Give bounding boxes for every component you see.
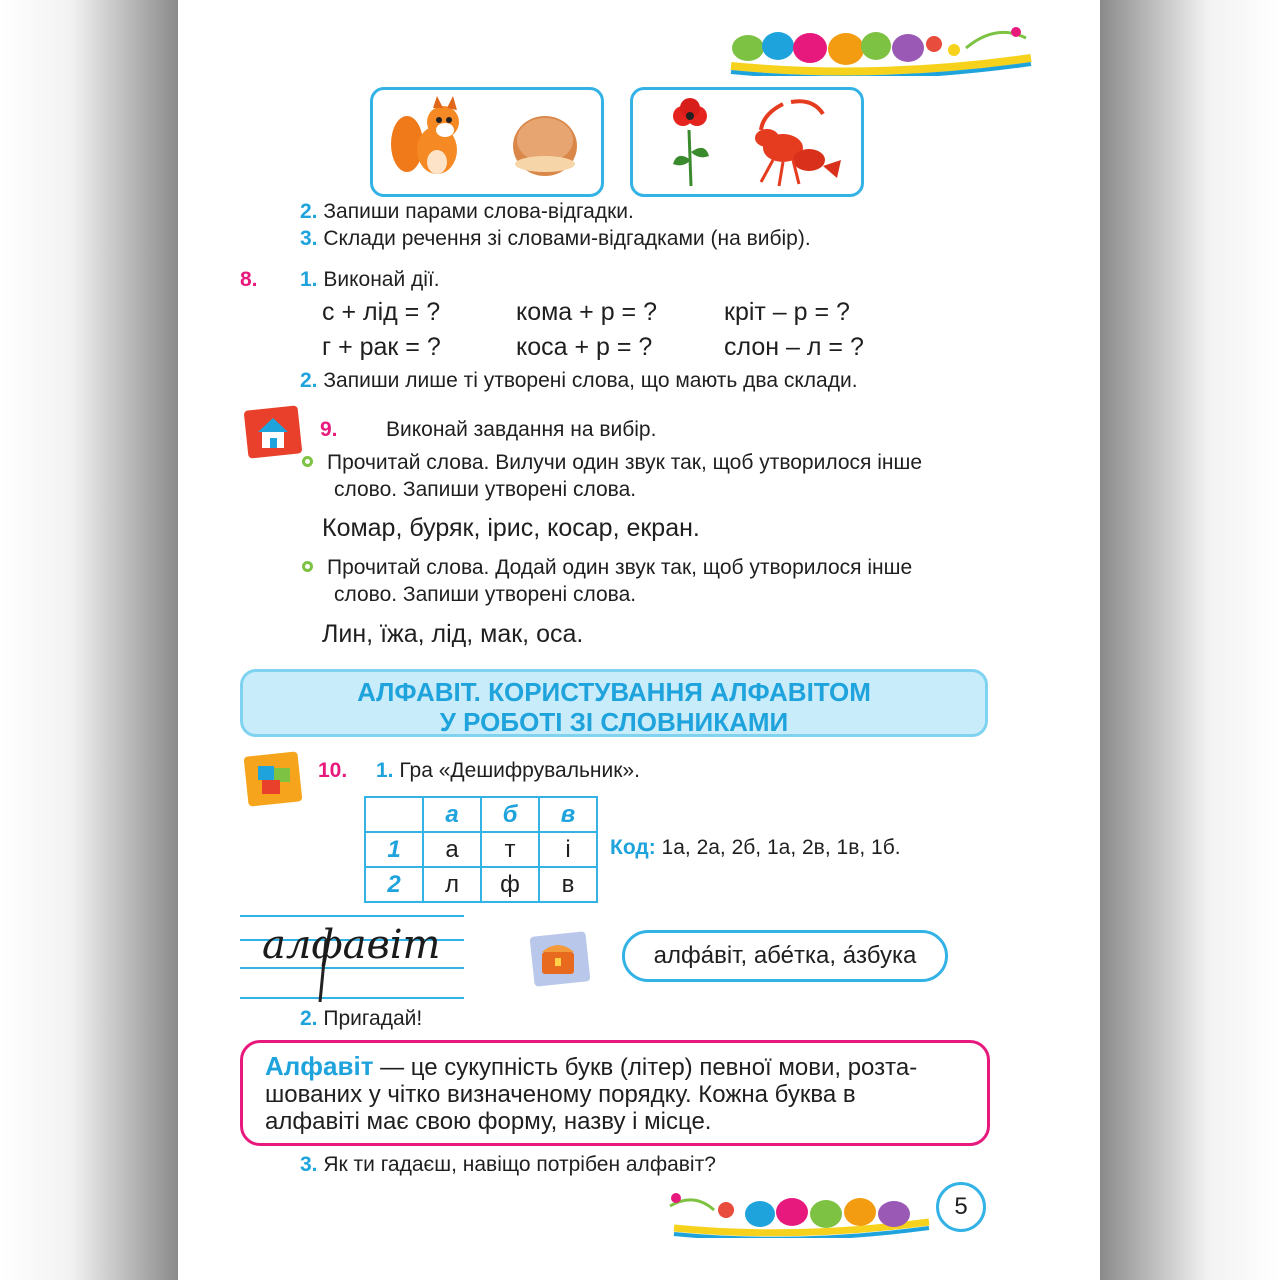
task10-sub3-text: Як ти гадаєш, навіщо потрібен алфавіт? [323, 1153, 716, 1176]
table-cell: і [539, 832, 597, 867]
task8-sub1 [300, 268, 440, 292]
table-cell: в [539, 867, 597, 902]
table-cell: т [481, 832, 539, 867]
table-cell: а [423, 832, 481, 867]
picture-box-1 [370, 87, 604, 197]
column-header: а [423, 797, 481, 832]
expression-6: слон – л = ? [724, 333, 864, 361]
table-cell: л [423, 867, 481, 902]
task8-sub2 [300, 369, 858, 393]
task9-option1-line1 [302, 451, 922, 475]
page-shadow-left [0, 0, 178, 1280]
decoder-table [364, 796, 598, 903]
task9-option2-line2: слово. Запиши утворені слова. [334, 583, 637, 606]
easter-eggs-decoration-bottom [664, 1186, 934, 1238]
task9-number: 9. [320, 418, 338, 441]
code-value: 1а, 2а, 2б, 1а, 2в, 1в, 1б. [661, 836, 901, 859]
alphabet-definition-box [240, 1040, 990, 1146]
section-title-line2: У РОБОТІ ЗІ СЛОВНИКАМИ [439, 707, 789, 737]
textbook-page [178, 0, 1100, 1280]
task10-sub3-number: 3. [300, 1153, 318, 1176]
task10-sub2 [300, 1007, 422, 1031]
column-header: б [481, 797, 539, 832]
task9-option1-text-1: Прочитай слова. Вилучи один звук так, щоб утворилося інше [327, 451, 922, 474]
squirrel-and-bun-illustration [373, 90, 601, 194]
definition-line2: шованих у чітко визначеному порядку. Кожна буква в [265, 1081, 856, 1108]
task9-intro: Виконай завдання на вибір. [386, 418, 657, 441]
task9-option1-line2: слово. Запиши утворені слова. [334, 478, 637, 501]
bullet-icon [302, 456, 313, 467]
task10-sub2-text: Пригадай! [323, 1007, 423, 1030]
task10-sub1 [376, 759, 640, 783]
code-line [610, 836, 901, 860]
task10-number: 10. [318, 759, 348, 782]
task7-sub3-text: Склади речення зі словами-відгадками (на вибір). [323, 227, 811, 250]
task7-sub3-number: 3. [300, 227, 318, 250]
definition-line1 [265, 1053, 967, 1081]
task9-option2-text-1: Прочитай слова. Додай один звук так, щоб утворилося інше [327, 556, 913, 579]
column-header: в [539, 797, 597, 832]
table-row [365, 832, 597, 867]
dictionary-chest-icon [526, 930, 594, 988]
expression-5: коса + р = ? [516, 333, 653, 361]
task8-sub1-number: 1. [300, 268, 318, 291]
section-title [240, 669, 988, 737]
section-title-line1: АЛФАВІТ. КОРИСТУВАННЯ АЛФАВІТОМ [357, 677, 871, 707]
task8-sub2-number: 2. [300, 369, 318, 392]
expression-1: с + лід = ? [322, 298, 441, 326]
task7-sub2-number: 2. [300, 200, 318, 223]
picture-box-2 [630, 87, 864, 197]
task10-sub1-text: Гра «Дешифрувальник». [399, 759, 640, 782]
table-header-row [365, 797, 597, 832]
vocabulary-words: алфа́віт, абе́тка, а́збука [622, 930, 948, 982]
task10-sub3 [300, 1153, 716, 1177]
game-blocks-icon [242, 750, 306, 808]
task8-sub2-text: Запиши лише ті утворені слова, що мають два склади. [323, 369, 858, 392]
task8-sub1-text: Виконай дії. [323, 268, 440, 291]
expression-2: кома + р = ? [516, 298, 658, 326]
definition-term: Алфавіт [265, 1051, 374, 1081]
expression-3: кріт – р = ? [724, 298, 850, 326]
table-row [365, 867, 597, 902]
task7-sub2-text: Запиши парами слова-відгадки. [323, 200, 634, 223]
task7-sub3 [300, 227, 811, 251]
task9-option1-words: Комар, буряк, ірис, косар, екран. [322, 514, 700, 542]
home-task-icon [242, 402, 308, 460]
page-shadow-right [1100, 0, 1280, 1280]
expression-4: г + рак = ? [322, 333, 441, 361]
poppy-and-crayfish-illustration [633, 90, 861, 194]
row-header: 2 [365, 867, 423, 902]
row-header: 1 [365, 832, 423, 867]
definition-line1-text: — це сукупність букв (літер) певної мови, розта- [373, 1054, 918, 1081]
bullet-icon [302, 561, 313, 572]
task9-option2-line1 [302, 556, 912, 580]
task10-sub2-number: 2. [300, 1007, 318, 1030]
definition-line3: алфавіті має свою форму, назву і місце. [265, 1108, 712, 1135]
table-cell: ф [481, 867, 539, 902]
task9-option2-words: Лин, їжа, лід, мак, оса. [322, 620, 584, 648]
task10-sub1-number: 1. [376, 759, 394, 782]
task8-number: 8. [240, 268, 258, 291]
handwritten-word: алфавіт [262, 922, 441, 968]
table-corner-cell [365, 797, 423, 832]
code-label: Код: [610, 836, 656, 859]
page-number: 5 [936, 1182, 986, 1232]
easter-eggs-decoration-top [726, 18, 1036, 76]
task7-sub2 [300, 200, 634, 224]
